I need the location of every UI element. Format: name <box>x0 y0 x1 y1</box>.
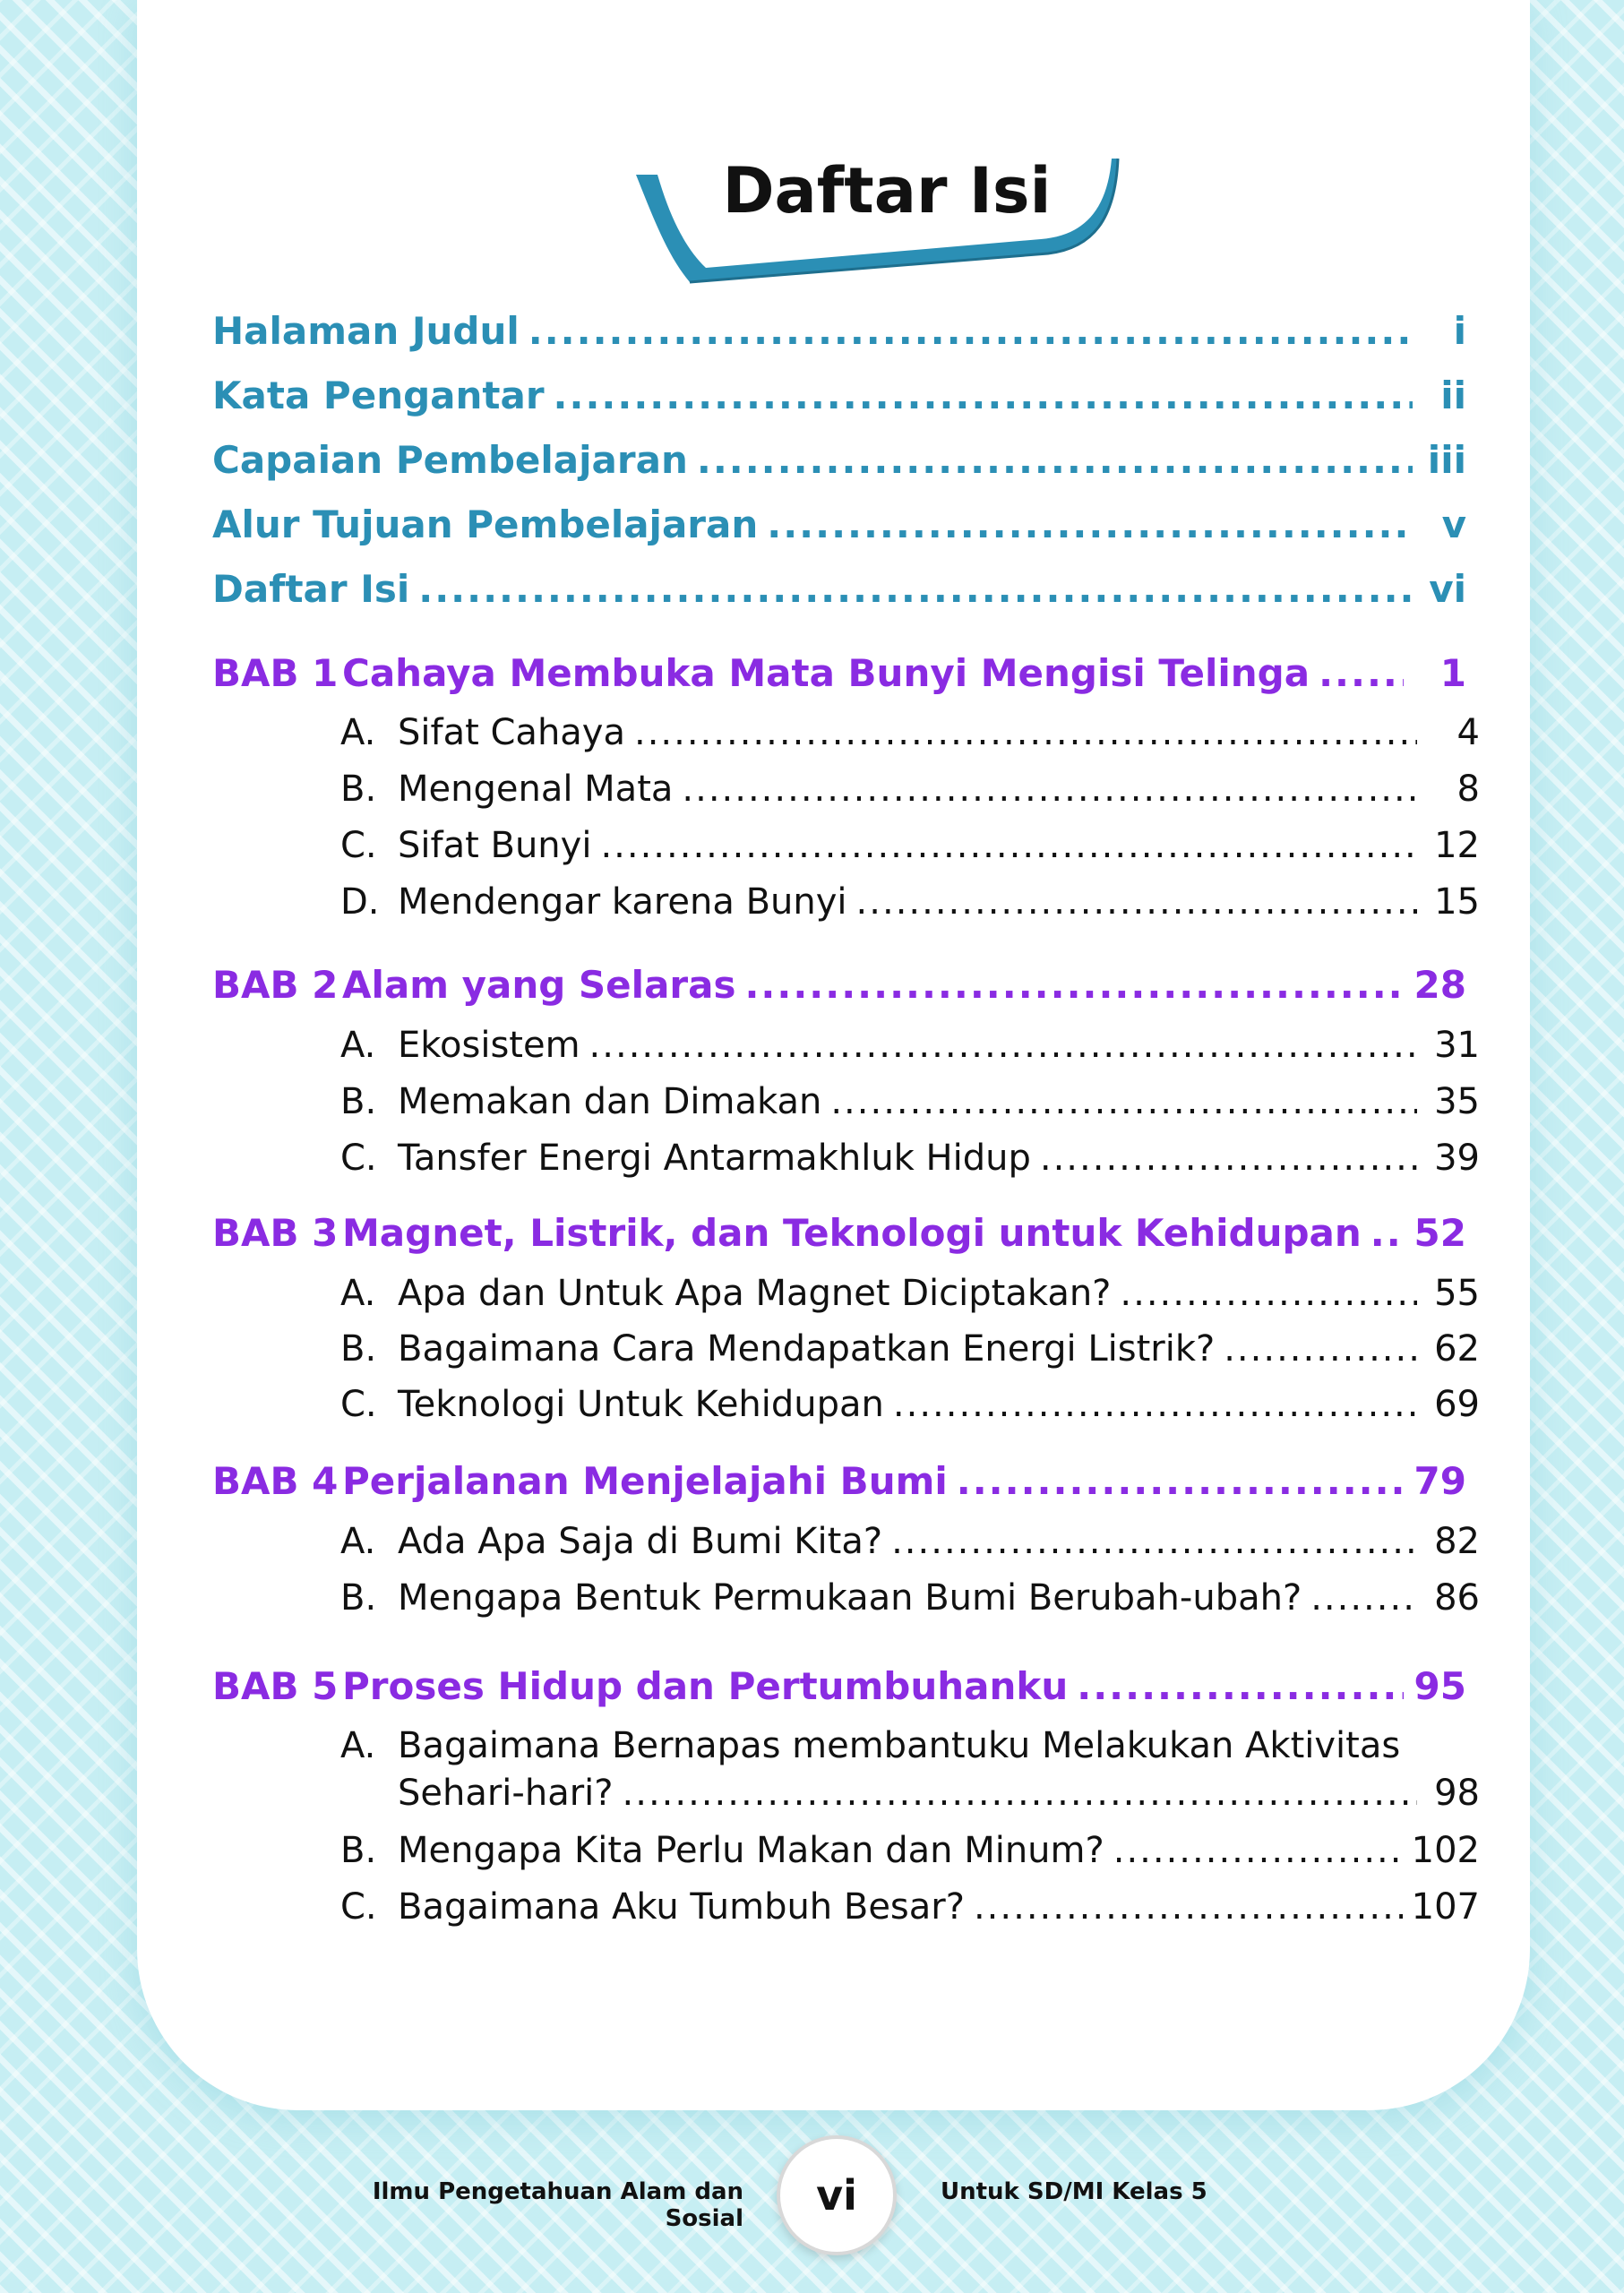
section-page: 39 <box>1434 1138 1480 1179</box>
toc-section[interactable] <box>340 769 1480 810</box>
toc-section[interactable] <box>340 1138 1480 1179</box>
leader-dots <box>1040 1138 1417 1179</box>
leader-dots <box>697 438 1413 482</box>
section-title: Bagaimana Bernapas membantuku Melakukan Aktivitas <box>398 1725 1401 1766</box>
leader-dots <box>830 1081 1417 1122</box>
leader-dots <box>554 374 1413 417</box>
toc-chapter[interactable] <box>212 963 1466 1007</box>
chapter-page: 79 <box>1413 1459 1466 1503</box>
toc-chapter[interactable] <box>212 651 1466 695</box>
chapter-title: Magnet, Listrik, dan Teknologi untuk Kehidupan <box>342 1211 1362 1255</box>
section-page: 35 <box>1434 1081 1480 1122</box>
section-page: 62 <box>1434 1328 1480 1370</box>
toc-item-label: Capaian Pembelajaran <box>212 438 688 482</box>
leader-dots <box>957 1459 1404 1503</box>
chapter-title: Alam yang Selaras <box>342 963 736 1007</box>
toc-item-label: Kata Pengantar <box>212 374 545 417</box>
section-page: 98 <box>1434 1773 1480 1814</box>
toc-front-item[interactable] <box>212 309 1466 353</box>
leader-dots <box>528 309 1413 353</box>
section-page: 86 <box>1434 1577 1480 1619</box>
section-title: Apa dan Untuk Apa Magnet Diciptakan? <box>398 1273 1112 1314</box>
footer-book-title: Ilmu Pengetahuan Alam dan Sosial <box>372 2178 743 2232</box>
toc-front-item[interactable] <box>212 374 1466 417</box>
chapter-number: BAB 3 <box>212 1211 339 1255</box>
section-letter: C. <box>340 1138 377 1179</box>
toc-section[interactable] <box>340 1886 1480 1928</box>
section-page: 8 <box>1456 769 1480 810</box>
leader-dots <box>634 712 1417 753</box>
leader-dots <box>1224 1328 1417 1370</box>
section-title: Mengenal Mata <box>398 769 674 810</box>
page-number-badge: vi <box>777 2135 897 2255</box>
leader-dots <box>1371 1211 1404 1255</box>
chapter-page: 95 <box>1413 1664 1466 1708</box>
section-letter: D. <box>340 881 380 923</box>
section-letter: B. <box>340 1328 377 1370</box>
toc-section[interactable] <box>398 1773 1480 1814</box>
toc-section[interactable] <box>340 1521 1480 1562</box>
chapter-page: 28 <box>1413 963 1466 1007</box>
section-title: Ada Apa Saja di Bumi Kita? <box>398 1521 883 1562</box>
leader-dots <box>1113 1830 1403 1871</box>
section-page: 82 <box>1434 1521 1480 1562</box>
section-letter: B. <box>340 769 377 810</box>
toc-section-line1[interactable] <box>340 1725 1480 1766</box>
leader-dots <box>893 1384 1417 1425</box>
section-page: 102 <box>1411 1830 1480 1871</box>
chapter-number: BAB 4 <box>212 1459 339 1503</box>
section-title: Tansfer Energi Antarmakhluk Hidup <box>398 1138 1031 1179</box>
section-page: 31 <box>1434 1025 1480 1066</box>
chapter-page: 52 <box>1413 1211 1466 1255</box>
leader-dots <box>974 1886 1403 1928</box>
toc-section[interactable] <box>340 1830 1480 1871</box>
section-letter: A. <box>340 1025 376 1066</box>
chapter-number: BAB 5 <box>212 1664 339 1708</box>
section-title: Mengapa Kita Perlu Makan dan Minum? <box>398 1830 1104 1871</box>
leader-dots <box>1120 1273 1417 1314</box>
leader-dots <box>767 502 1413 546</box>
leader-dots <box>418 567 1413 611</box>
section-letter: B. <box>340 1577 377 1619</box>
section-title: Ekosistem <box>398 1025 580 1066</box>
chapter-number: BAB 1 <box>212 651 339 695</box>
section-title: Bagaimana Cara Mendapatkan Energi Listrik? <box>398 1328 1216 1370</box>
section-title: Mengapa Bentuk Permukaan Bumi Berubah-ubah? <box>398 1577 1302 1619</box>
section-letter: A. <box>340 712 376 753</box>
leader-dots <box>1319 651 1404 695</box>
section-letter: B. <box>340 1830 377 1871</box>
section-title: Teknologi Untuk Kehidupan <box>398 1384 884 1425</box>
section-letter: C. <box>340 825 377 866</box>
section-letter: C. <box>340 1886 377 1928</box>
leader-dots <box>856 881 1417 923</box>
toc-section[interactable] <box>340 825 1480 866</box>
leader-dots <box>1077 1664 1404 1708</box>
page-title: Daftar Isi <box>722 154 1052 228</box>
section-letter: A. <box>340 1725 376 1766</box>
section-page: 55 <box>1434 1273 1480 1314</box>
toc-item-page: ii <box>1440 374 1466 417</box>
leader-dots <box>682 769 1417 810</box>
section-page: 4 <box>1456 712 1480 753</box>
toc-item-page: i <box>1453 309 1466 353</box>
chapter-number: BAB 2 <box>212 963 339 1007</box>
toc-item-page: vi <box>1429 567 1466 611</box>
leader-dots <box>623 1773 1417 1814</box>
leader-dots <box>600 825 1417 866</box>
section-letter: B. <box>340 1081 377 1122</box>
toc-item-page: v <box>1441 502 1466 546</box>
chapter-title: Perjalanan Menjelajahi Bumi <box>342 1459 948 1503</box>
section-title: Sifat Cahaya <box>398 712 625 753</box>
section-title: Bagaimana Aku Tumbuh Besar? <box>398 1886 965 1928</box>
toc-chapter[interactable] <box>212 1459 1466 1503</box>
toc-chapter[interactable] <box>212 1664 1466 1708</box>
section-letter: A. <box>340 1521 376 1562</box>
toc-section[interactable] <box>340 1025 1480 1066</box>
toc-item-label: Daftar Isi <box>212 567 410 611</box>
toc-front-item[interactable] <box>212 502 1466 546</box>
toc-item-label: Alur Tujuan Pembelajaran <box>212 502 759 546</box>
section-title: Mendengar karena Bunyi <box>398 881 847 923</box>
chapter-title: Cahaya Membuka Mata Bunyi Mengisi Telinga <box>342 651 1310 695</box>
toc-item-label: Halaman Judul <box>212 309 520 353</box>
toc-front-item[interactable] <box>212 438 1466 482</box>
leader-dots <box>589 1025 1417 1066</box>
section-page: 69 <box>1434 1384 1480 1425</box>
toc-section[interactable] <box>340 1328 1480 1370</box>
section-letter: A. <box>340 1273 376 1314</box>
toc-section[interactable] <box>340 1577 1480 1619</box>
chapter-title: Proses Hidup dan Pertumbuhanku <box>342 1664 1069 1708</box>
section-letter: C. <box>340 1384 377 1425</box>
footer-audience: Untuk SD/MI Kelas 5 <box>941 2178 1207 2205</box>
section-title: Memakan dan Dimakan <box>398 1081 822 1122</box>
toc-section[interactable] <box>340 1384 1480 1425</box>
toc-section[interactable] <box>340 881 1480 923</box>
section-page: 12 <box>1434 825 1480 866</box>
toc-section[interactable] <box>340 1081 1480 1122</box>
toc-section[interactable] <box>340 712 1480 753</box>
chapter-page: 1 <box>1439 651 1466 695</box>
section-page: 107 <box>1411 1886 1480 1928</box>
section-page: 15 <box>1434 881 1480 923</box>
toc-chapter[interactable] <box>212 1211 1466 1255</box>
leader-dots <box>744 963 1404 1007</box>
leader-dots <box>1310 1577 1417 1619</box>
toc-section[interactable] <box>340 1273 1480 1314</box>
toc-front-item[interactable] <box>212 567 1466 611</box>
section-title: Sehari-hari? <box>398 1773 614 1814</box>
leader-dots <box>891 1521 1417 1562</box>
toc-item-page: iii <box>1427 438 1466 482</box>
section-title: Sifat Bunyi <box>398 825 592 866</box>
